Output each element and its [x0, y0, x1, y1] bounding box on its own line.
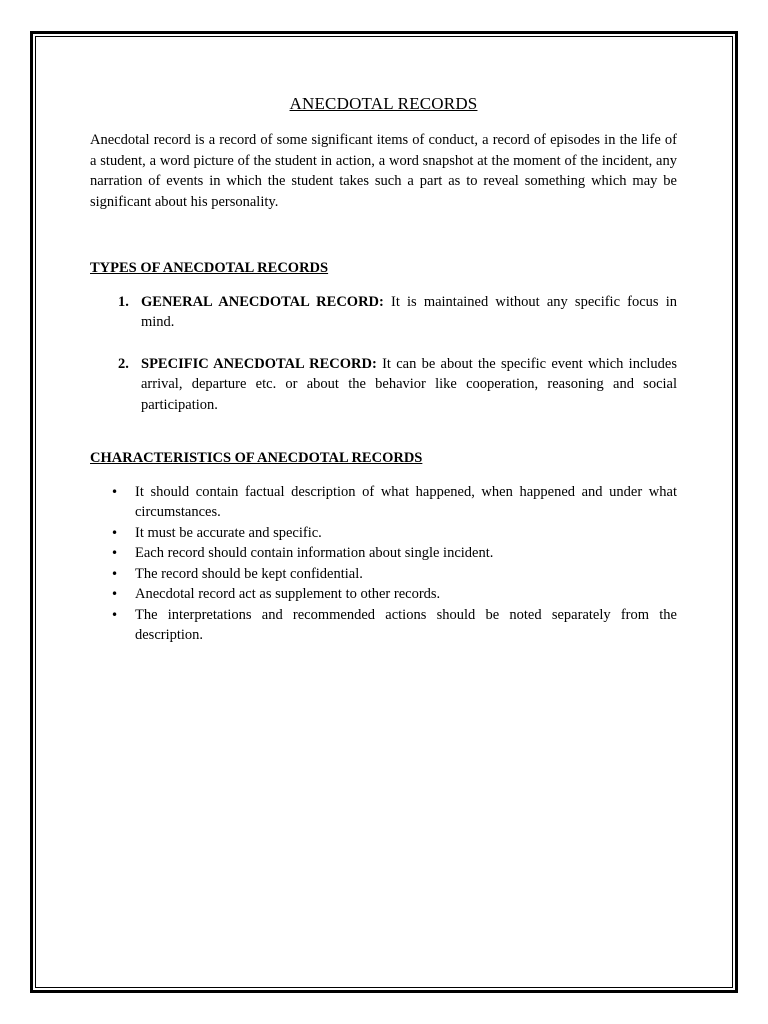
list-item — [90, 543, 677, 564]
type-term: SPECIFIC ANECDOTAL RECORD: — [141, 355, 377, 372]
list-item — [90, 605, 677, 646]
bullet-icon: • — [111, 566, 119, 581]
bullet-icon: • — [111, 525, 119, 540]
intro-paragraph: Anecdotal record is a record of some significant items of conduct, a record of episodes in the life of a student, a word picture of the student in action, a word snapshot at the moment of the incident, any narration of events in which the student takes such a part as to reveal something which may be significant about his personality. — [90, 132, 677, 210]
types-list-item-general — [90, 292, 677, 333]
list-item — [90, 584, 677, 605]
characteristics-heading: CHARACTERISTICS OF ANECDOTAL RECORDS — [90, 450, 423, 466]
list-number: 2. — [118, 355, 129, 372]
types-heading: TYPES OF ANECDOTAL RECORDS — [90, 260, 329, 276]
bullet-icon: • — [111, 587, 119, 601]
list-item-text: The record should be kept confidential. — [135, 565, 363, 582]
list-item-text: Anecdotal record act as supplement to other records. — [135, 586, 441, 602]
type-description: It can be about the specific event which includes arrival, departure etc. or about the behavior like cooperation, reasoning and social participation. — [141, 355, 677, 413]
bullet-icon: • — [111, 546, 119, 560]
list-item-text: It should contain factual description of what happened, when happened and under what circumstances. — [135, 483, 677, 520]
list-number: 1. — [118, 293, 129, 310]
list-item — [90, 564, 677, 585]
type-description: It is maintained without any specific focus in mind. — [141, 293, 677, 330]
bullet-icon: • — [111, 607, 119, 622]
list-item-text: It must be accurate and specific. — [135, 524, 322, 541]
document-body — [90, 92, 677, 646]
document-title: ANECDOTAL RECORDS — [289, 94, 478, 113]
list-item — [90, 482, 677, 523]
types-list-item-specific — [90, 354, 677, 416]
list-item-text: The interpretations and recommended actions should be noted separately from the description. — [135, 606, 677, 643]
types-list — [90, 292, 677, 416]
list-item-text: Each record should contain information about single incident. — [135, 545, 494, 561]
characteristics-list — [90, 482, 677, 646]
type-term: GENERAL ANECDOTAL RECORD: — [141, 293, 384, 310]
list-item — [90, 523, 677, 544]
bullet-icon: • — [111, 484, 119, 499]
